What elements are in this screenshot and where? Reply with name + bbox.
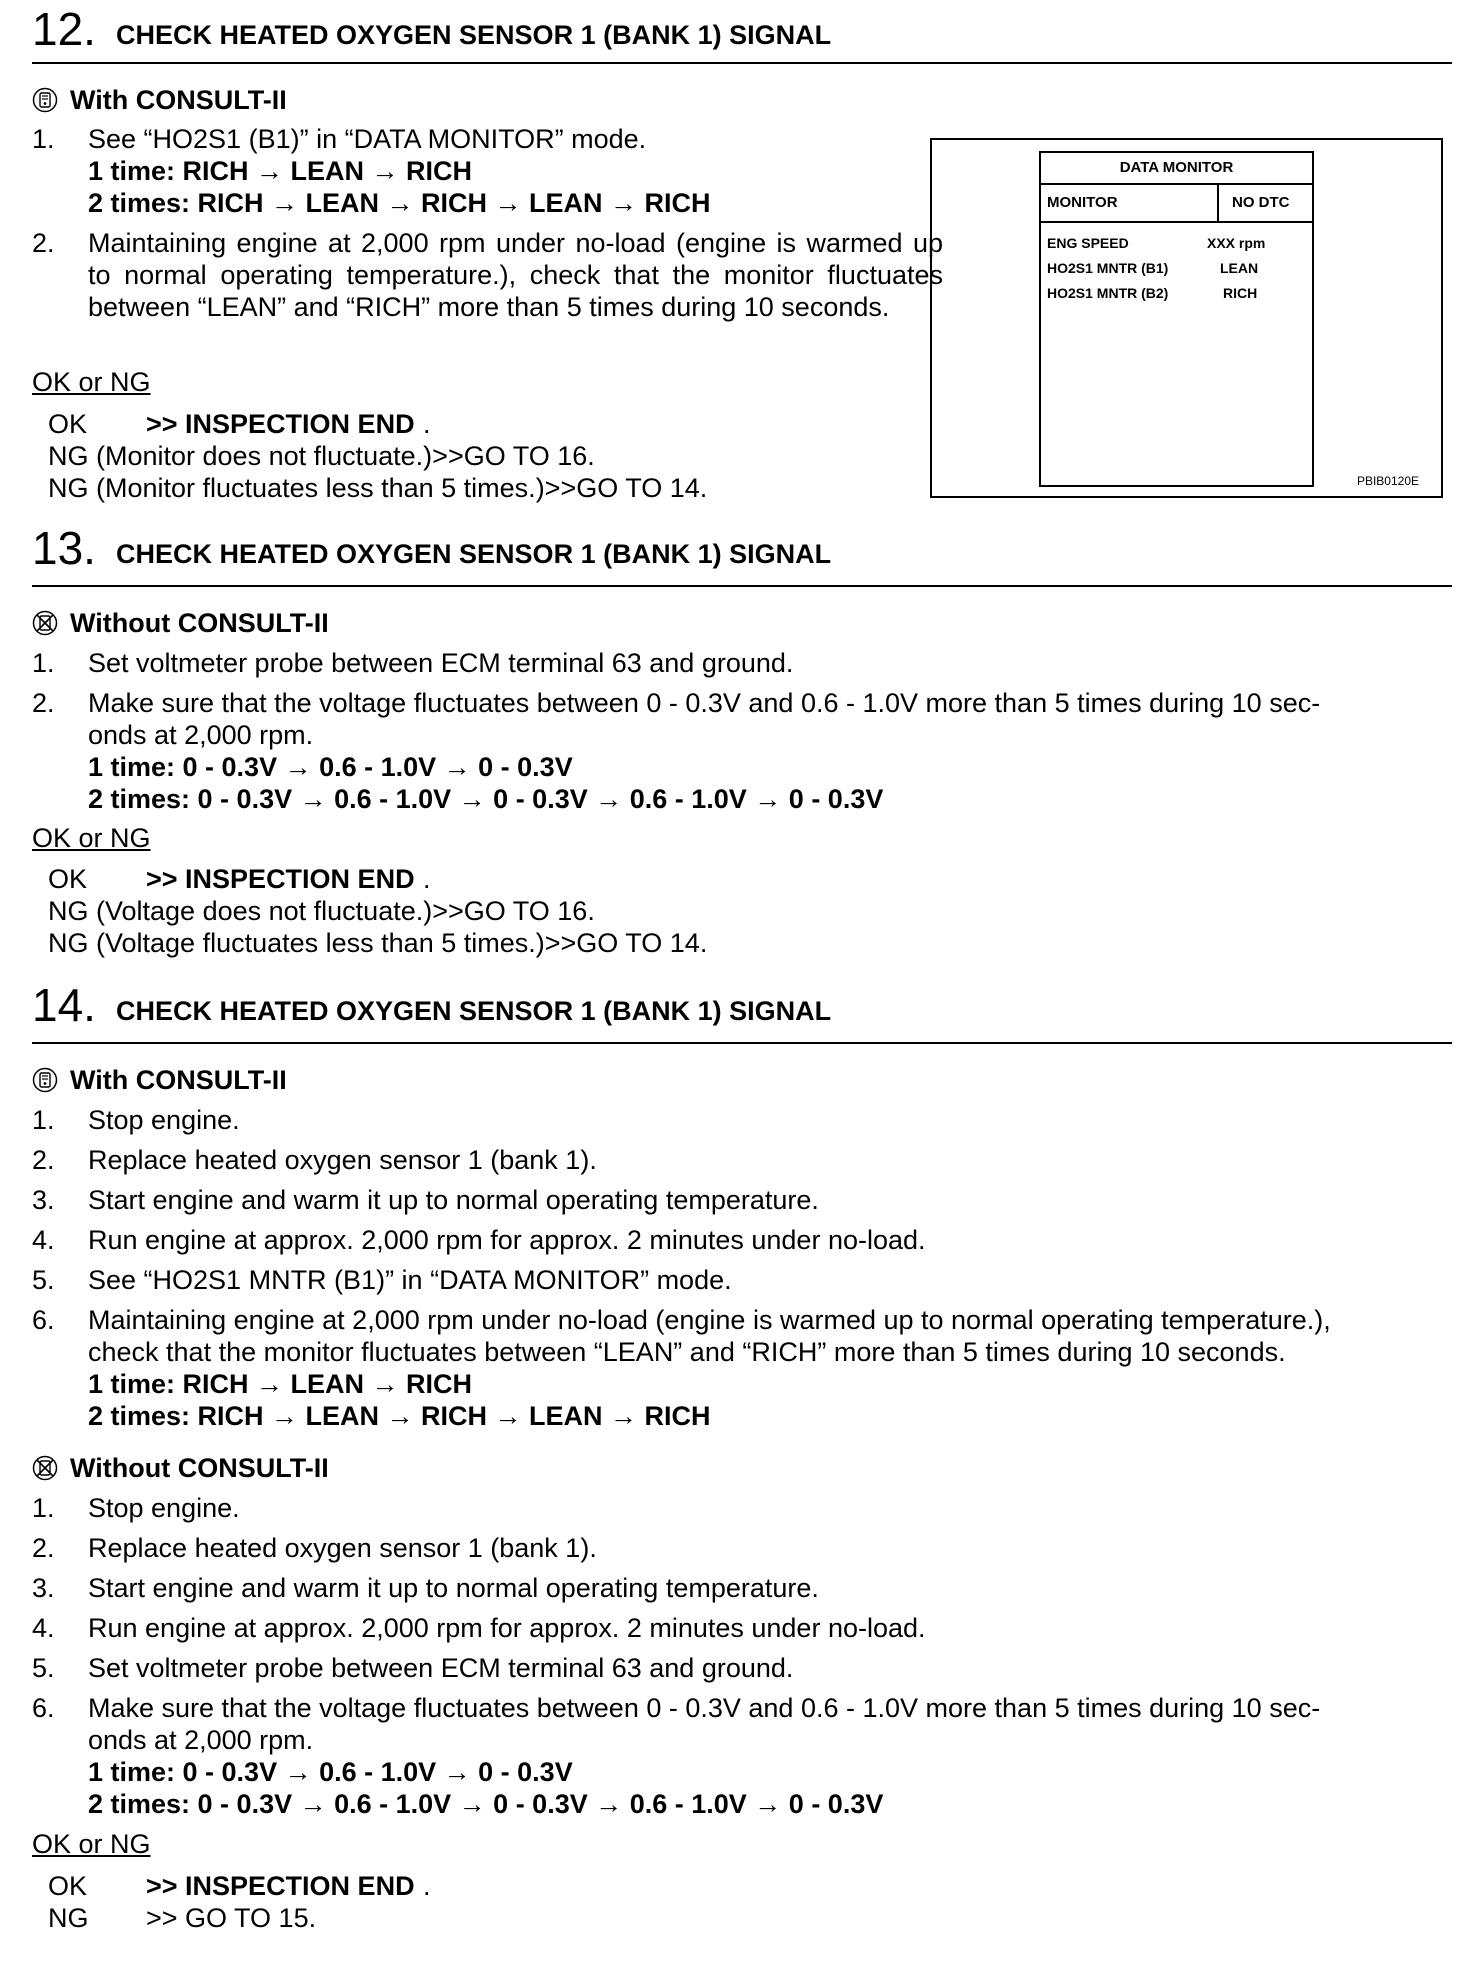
mode-label: Without CONSULT-II — [70, 1453, 329, 1483]
ng-result: NG (Monitor does not fluctuate.)>>GO TO 16. — [48, 441, 595, 471]
ok-or-ng-label: OK or NG — [32, 823, 151, 853]
no-consult-icon — [32, 610, 58, 636]
without-consult-heading — [32, 607, 329, 639]
sequence-line: 2 times: 0 - 0.3V → 0.6 - 1.0V → 0 - 0.3V → 0.6 - 1.0V → 0 - 0.3V — [88, 1789, 884, 1819]
mode-label: With CONSULT-II — [70, 1065, 287, 1095]
step-number: 14. — [32, 979, 96, 1031]
with-consult-heading — [32, 84, 287, 116]
figure-id: PBIB0120E — [1356, 474, 1419, 488]
step-title: CHECK HEATED OXYGEN SENSOR 1 (BANK 1) SIGNAL — [116, 996, 832, 1026]
no-consult-icon — [32, 1455, 58, 1481]
mode-label: With CONSULT-II — [70, 85, 287, 115]
sequence-line: 2 times: RICH → LEAN → RICH → LEAN → RICH — [88, 1401, 711, 1431]
sequence-line: 1 time: RICH → LEAN → RICH — [88, 156, 473, 186]
no-dtc-label: NO DTC — [1232, 194, 1290, 211]
list-item-text: Maintaining engine at 2,000 rpm under no-load (engine is warmed up to normal operating temperature.), check that the monitor fluctuates between “LEAN” and “RICH” more than 5 times during 10 seconds. — [88, 228, 943, 322]
ok-or-ng-label: OK or NG — [32, 1829, 151, 1859]
step-title: CHECK HEATED OXYGEN SENSOR 1 (BANK 1) SIGNAL — [116, 20, 832, 50]
ng-result: NG (Voltage fluctuates less than 5 times.)>>GO TO 14. — [48, 928, 708, 958]
step-number: 13. — [32, 522, 96, 574]
step-13-header — [32, 522, 1452, 587]
sequence-line: 2 times: 0 - 0.3V → 0.6 - 1.0V → 0 - 0.3V → 0.6 - 1.0V → 0 - 0.3V — [88, 784, 884, 814]
list-item-continued: check that the monitor fluctuates between “LEAN” and “RICH” more than 5 times during 10 seconds. — [88, 1337, 1286, 1367]
consult-icon — [32, 1067, 58, 1093]
sequence-line: 1 time: RICH → LEAN → RICH — [88, 1369, 473, 1399]
sequence-line: 2 times: RICH → LEAN → RICH → LEAN → RICH — [88, 188, 711, 218]
monitor-value: LEAN — [1220, 260, 1259, 276]
monitor-header-row — [1041, 185, 1312, 223]
data-monitor-title: DATA MONITOR — [1041, 153, 1312, 185]
monitor-item: HO2S1 MNTR (B1) — [1047, 260, 1169, 276]
ng-result: NG (Voltage does not fluctuate.)>>GO TO 16. — [48, 896, 595, 926]
data-monitor-figure — [930, 138, 1443, 498]
sequence-line: 1 time: 0 - 0.3V → 0.6 - 1.0V → 0 - 0.3V — [88, 752, 573, 782]
sequence-line: 1 time: 0 - 0.3V → 0.6 - 1.0V → 0 - 0.3V — [88, 1757, 573, 1787]
without-consult-heading — [32, 1452, 329, 1484]
monitor-value: XXX rpm — [1207, 235, 1266, 251]
ok-result: OK >> INSPECTION END . — [48, 864, 431, 894]
ng-result: NG (Monitor fluctuates less than 5 times.)>>GO TO 14. — [48, 473, 708, 503]
step-12-header — [32, 3, 1452, 64]
ok-or-ng-label: OK or NG — [32, 367, 151, 397]
ng-result: NG >> GO TO 15. — [48, 1903, 317, 1933]
ok-result: OK >> INSPECTION END . — [48, 1871, 431, 1901]
step-title: CHECK HEATED OXYGEN SENSOR 1 (BANK 1) SIGNAL — [116, 539, 832, 569]
ok-result: OK >> INSPECTION END . — [48, 409, 431, 439]
monitor-label: MONITOR — [1047, 194, 1118, 211]
monitor-item: ENG SPEED — [1047, 235, 1129, 251]
list-item-continued: onds at 2,000 rpm. — [88, 720, 314, 750]
consult-icon — [32, 87, 58, 113]
with-consult-heading — [32, 1064, 287, 1096]
monitor-value: RICH — [1223, 285, 1258, 301]
step-number: 12. — [32, 3, 96, 55]
monitor-item: HO2S1 MNTR (B2) — [1047, 285, 1169, 301]
list-item-continued: onds at 2,000 rpm. — [88, 1725, 314, 1755]
step-14-header — [32, 979, 1452, 1044]
data-monitor-screen — [1039, 151, 1314, 487]
mode-label: Without CONSULT-II — [70, 608, 329, 638]
